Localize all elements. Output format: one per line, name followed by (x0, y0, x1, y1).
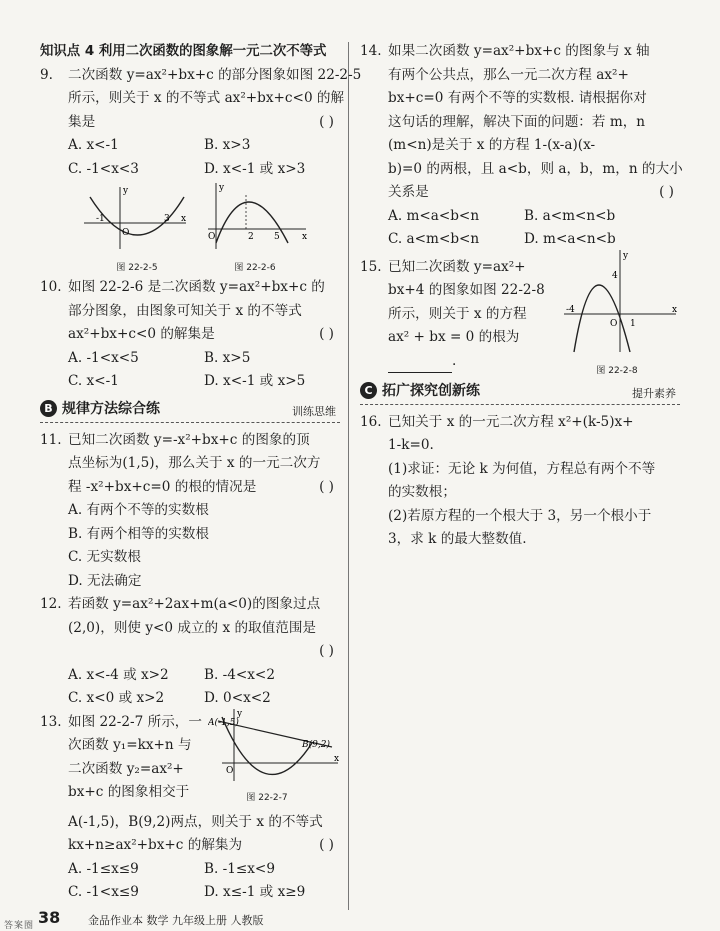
svg-text:x: x (181, 214, 187, 224)
option-d[interactable]: D. m<a<n<b (524, 231, 616, 247)
question-15: 15. 已知二次函数 y=ax²+ bx+4 的图象如图 22-2-8 所示，则关于 x 的方程 ax² + bx = 0 的根为 . y x O 4 -4 1 图 22-2-8 (360, 256, 680, 376)
question-12: 12. 若函数 y=ax²+2ax+m(a<0)的图象过点 (2,0)，则使 y<0 成立的 x 的取值范围是 ( ) A. x<-4 或 x>2 B. -4<x<2 C. x<0 或 x>2 D. 0<x<2 (40, 593, 340, 711)
answer-paren[interactable]: ( ) (319, 113, 334, 130)
answer-paren[interactable]: ( ) (319, 643, 334, 659)
option-c[interactable]: C. -1<x<3 (68, 160, 139, 177)
option-c[interactable]: C. -1<x≤9 (68, 884, 139, 900)
svg-text:O: O (226, 765, 234, 776)
svg-text:O: O (610, 318, 618, 329)
question-9: 9. 二次函数 y=ax²+bx+c 的部分图象如图 22-2-5 所示，则关于 x 的不等式 ax²+bx+c<0 的解 集是 ( ) A. x<-1 B. x>3 C. -1<x<3 D. x<-1 或 x>3 (40, 64, 340, 182)
option-a[interactable]: A. -1≤x≤9 (68, 860, 139, 877)
caption-22-2-6: 图 22-2-6 (234, 263, 276, 273)
svg-text:O: O (122, 228, 130, 238)
answer-paren[interactable]: ( ) (319, 478, 334, 495)
question-16: 16. 已知关于 x 的一元二次方程 x²+(k-5)x+ 1-k=0. (1)求证：无论 k 为何值，方程总有两个不等 的实数根； (2)若原方程的一个根大于 3，另一个根小于 3，求 k 的最大整数值. (360, 413, 656, 547)
question-13: 13. 如图 22-2-7 所示，一 次函数 y₁=kx+n 与 二次函数 y₂=ax²+ bx+c 的图象相交于 A(-1,5) B(9,2) x y O 图 22-2-7 A(-1,5)，B(9,2)两点，则关于 x 的不等式 kx+n≥ax²+bx+c 的解集为 ( ) A. -1≤x≤9 B. -1≤x<9 C. -1<x≤9 D. x≤-1 或 x≥9 (40, 711, 340, 905)
option-b[interactable]: B. -4<x<2 (204, 666, 275, 683)
option-b[interactable]: B. x>5 (204, 349, 251, 366)
svg-text:y: y (623, 250, 629, 261)
svg-text:B(9,2): B(9,2) (302, 739, 330, 750)
answer-paren[interactable]: ( ) (319, 326, 334, 342)
svg-text:-4: -4 (566, 304, 575, 315)
svg-text:4: 4 (612, 270, 618, 281)
option-d[interactable]: D. 无法确定 (68, 572, 142, 589)
watermark: 答案圈 (4, 921, 35, 931)
svg-text:y: y (237, 708, 243, 719)
answer-paren[interactable]: ( ) (659, 184, 674, 200)
caption-22-2-5: 图 22-2-5 (116, 263, 158, 273)
option-c[interactable]: C. 无实数根 (68, 549, 141, 565)
option-b[interactable]: B. 有两个相等的实数根 (68, 525, 209, 542)
section-c-header: C 拓广探究创新练 提升素养 (360, 380, 680, 405)
option-c[interactable]: C. a<m<b<n (388, 231, 480, 247)
caption-22-2-8: 图 22-2-8 (596, 365, 638, 376)
svg-text:O: O (208, 232, 216, 242)
svg-text:1: 1 (630, 318, 636, 329)
option-c[interactable]: C. x<-1 (68, 373, 119, 389)
answer-paren[interactable]: ( ) (319, 837, 334, 853)
option-a[interactable]: A. m<a<b<n (388, 207, 480, 224)
page-number: 38 (38, 908, 61, 927)
svg-text:y: y (219, 183, 225, 193)
option-c[interactable]: C. x<0 或 x>2 (68, 690, 165, 706)
option-b[interactable]: B. -1≤x<9 (204, 860, 275, 877)
option-a[interactable]: A. x<-1 (68, 137, 119, 153)
answer-blank[interactable] (388, 358, 452, 373)
caption-22-2-7: 图 22-2-7 (246, 792, 288, 803)
option-b[interactable]: B. x>3 (204, 137, 251, 153)
svg-text:y: y (123, 186, 129, 196)
section-c-badge-icon: C (360, 382, 377, 399)
right-column (360, 40, 683, 552)
option-a[interactable]: A. 有两个不等的实数根 (68, 502, 209, 518)
knowledge-point-heading: 知识点 4 利用二次函数的图象解一元二次不等式 (40, 44, 327, 59)
question-14: 14. 如果二次函数 y=ax²+bx+c 的图象与 x 轴 有两个公共点，那么一元二次方程 ax²+ bx+c=0 有两个不等的实数根. 请根据你对 这句话的理解，解决下面的问题：若 m，n (m<n)是关于 x 的方程 1-(x-a)(x- b)=0 的两根，且 a<b，则 a，b，m，n 的大小 关系是 ( ) A. m<a<b<n B. a<m<n<b C. a<m<b<n D. m<a<n<b (360, 40, 680, 252)
page-footer (0, 908, 720, 930)
svg-text:x: x (334, 753, 340, 764)
question-11: 11. 已知二次函数 y=-x²+bx+c 的图象的顶 点坐标为(1,5)，那么关于 x 的一元二次方 程 -x²+bx+c=0 的根的情况是 ( ) A. 有两个不等的实数根 B. 有两个相等的实数根 C. 无实数根 D. 无法确定 (40, 429, 340, 594)
svg-text:x: x (302, 232, 308, 242)
figure-row-5-6 (40, 181, 340, 276)
question-10: 10. 如图 22-2-6 是二次函数 y=ax²+bx+c 的 部分图象，由图象可知关于 x 的不等式 ax²+bx+c<0 的解集是 ( ) A. -1<x<5 B. x>5 C. x<-1 D. x<-1 或 x>5 (40, 276, 340, 394)
figure-22-2-7 (208, 707, 340, 787)
option-d[interactable]: D. x≤-1 或 x≥9 (204, 884, 306, 900)
svg-text:3: 3 (164, 214, 170, 224)
svg-text:5: 5 (274, 232, 280, 242)
svg-text:-1: -1 (96, 214, 105, 224)
option-d[interactable]: D. 0<x<2 (204, 690, 271, 706)
figure-22-2-8 (560, 248, 678, 356)
option-a[interactable]: A. x<-4 或 x>2 (68, 666, 169, 683)
svg-text:x: x (672, 304, 678, 315)
section-b-header: B 规律方法综合练 训练思维 (40, 398, 340, 423)
figure-22-2-6 (202, 181, 312, 255)
column-divider (348, 42, 349, 910)
svg-text:A(-1,5): A(-1,5) (208, 717, 239, 728)
option-b[interactable]: B. a<m<n<b (524, 207, 616, 224)
section-b-badge-icon: B (40, 400, 57, 417)
svg-text:2: 2 (248, 232, 254, 242)
figure-22-2-5 (80, 183, 190, 253)
option-d[interactable]: D. x<-1 或 x>3 (204, 160, 306, 177)
option-d[interactable]: D. x<-1 或 x>5 (204, 373, 306, 389)
left-column (40, 40, 362, 905)
option-a[interactable]: A. -1<x<5 (68, 349, 139, 366)
book-title: 金品作业本 数学 九年级上册 人教版 (88, 914, 264, 927)
